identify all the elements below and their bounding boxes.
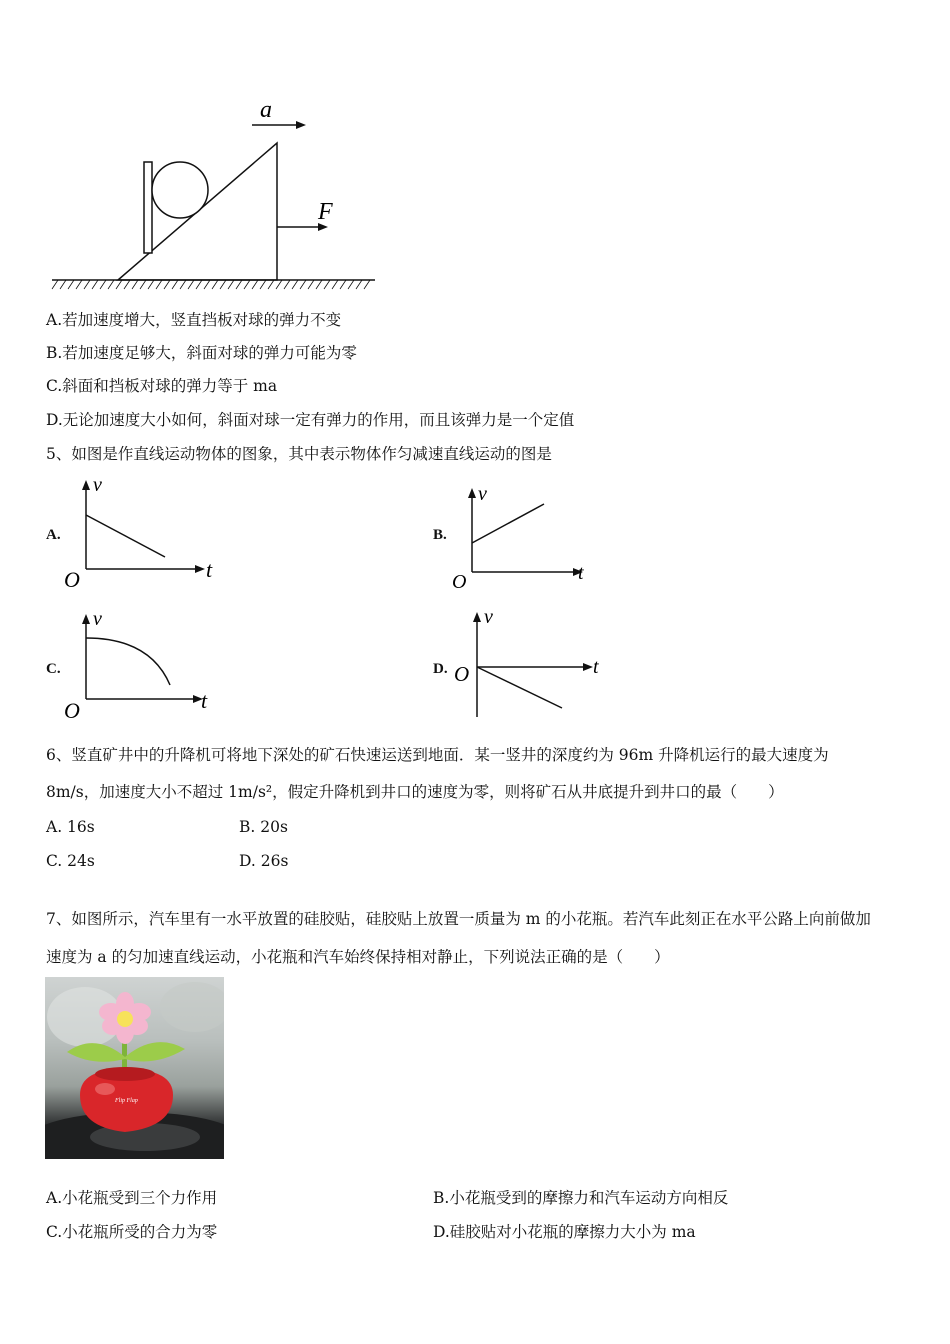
q6-option-b: B. 20s	[239, 818, 288, 836]
graph-b-t-label: t	[578, 562, 584, 584]
graph-d-t-label: t	[593, 656, 599, 678]
graph-b-line	[472, 504, 544, 543]
vertical-board	[144, 162, 152, 253]
q7-option-b: B.小花瓶受到的摩擦力和汽车运动方向相反	[433, 1189, 729, 1207]
ball	[152, 162, 208, 218]
graph-b-label: B.	[433, 527, 447, 543]
graph-c-origin: O	[64, 698, 80, 723]
q7-option-a: A.小花瓶受到三个力作用	[46, 1189, 218, 1207]
q7-stem-line1: 7、如图所示，汽车里有一水平放置的硅胶贴，硅胶贴上放置一质量为 m 的小花瓶。若汽车此刻正在水平公路上向前做加	[46, 910, 871, 928]
incline-figure	[40, 95, 390, 300]
graph-c-t-label: t	[201, 688, 208, 713]
ground-hatching	[52, 280, 370, 289]
graph-a-label: A.	[46, 527, 61, 543]
graph-b-v-label: v	[478, 483, 487, 505]
graph-d-line	[477, 667, 562, 708]
graph-d-v-label: v	[484, 606, 493, 628]
graph-c-label: C.	[46, 661, 61, 677]
q6-option-c: C. 24s	[46, 852, 95, 870]
acceleration-arrowhead	[296, 121, 306, 129]
graph-c	[60, 607, 230, 725]
q6-stem-line1: 6、竖直矿井中的升降机可将地下深处的矿石快速运送到地面．某一竖井的深度约为 96m 升降机运行的最大速度为	[46, 746, 829, 764]
label-F: F	[318, 199, 333, 225]
graph-c-v-label: v	[93, 608, 102, 630]
q7-option-d: D.硅胶贴对小花瓶的摩擦力大小为 ma	[433, 1223, 696, 1241]
graph-a	[60, 475, 230, 593]
graph-a-origin: O	[64, 567, 80, 592]
graph-c-curve	[86, 638, 170, 685]
q4-option-a: A.若加速度增大，竖直挡板对球的弹力不变	[46, 311, 342, 329]
q6-option-d: D. 26s	[239, 852, 289, 870]
q7-stem-line2: 速度为 a 的匀加速直线运动，小花瓶和汽车始终保持相对静止，下列说法正确的是（ ）	[46, 948, 670, 966]
graph-d-label: D.	[433, 661, 448, 677]
q4-option-d: D.无论加速度大小如何，斜面对球一定有弹力的作用，而且该弹力是一个定值	[46, 411, 575, 429]
q6-stem-line2: 8m/s，加速度大小不超过 1m/s²，假定升降机到井口的速度为零，则将矿石从井底提升到井口的最（ ）	[46, 783, 784, 801]
graph-b-origin: O	[452, 571, 467, 592]
q4-option-c: C.斜面和挡板对球的弹力等于 ma	[46, 377, 278, 395]
graph-b	[450, 480, 620, 592]
q5-stem: 5、如图是作直线运动物体的图象，其中表示物体作匀减速直线运动的图是	[46, 445, 552, 463]
photo-label: Flip Flap	[115, 1098, 138, 1104]
label-a: a	[260, 97, 272, 123]
graph-a-v-label: v	[93, 475, 102, 496]
q4-option-b: B.若加速度足够大，斜面对球的弹力可能为零	[46, 344, 357, 362]
graph-d-origin: O	[454, 662, 470, 686]
graph-d	[450, 605, 620, 723]
graph-a-t-label: t	[206, 557, 213, 582]
graph-a-line	[86, 515, 165, 557]
flower-pot-photo	[45, 977, 224, 1159]
q6-option-a: A. 16s	[46, 818, 95, 836]
q7-option-c: C.小花瓶所受的合力为零	[46, 1223, 218, 1241]
